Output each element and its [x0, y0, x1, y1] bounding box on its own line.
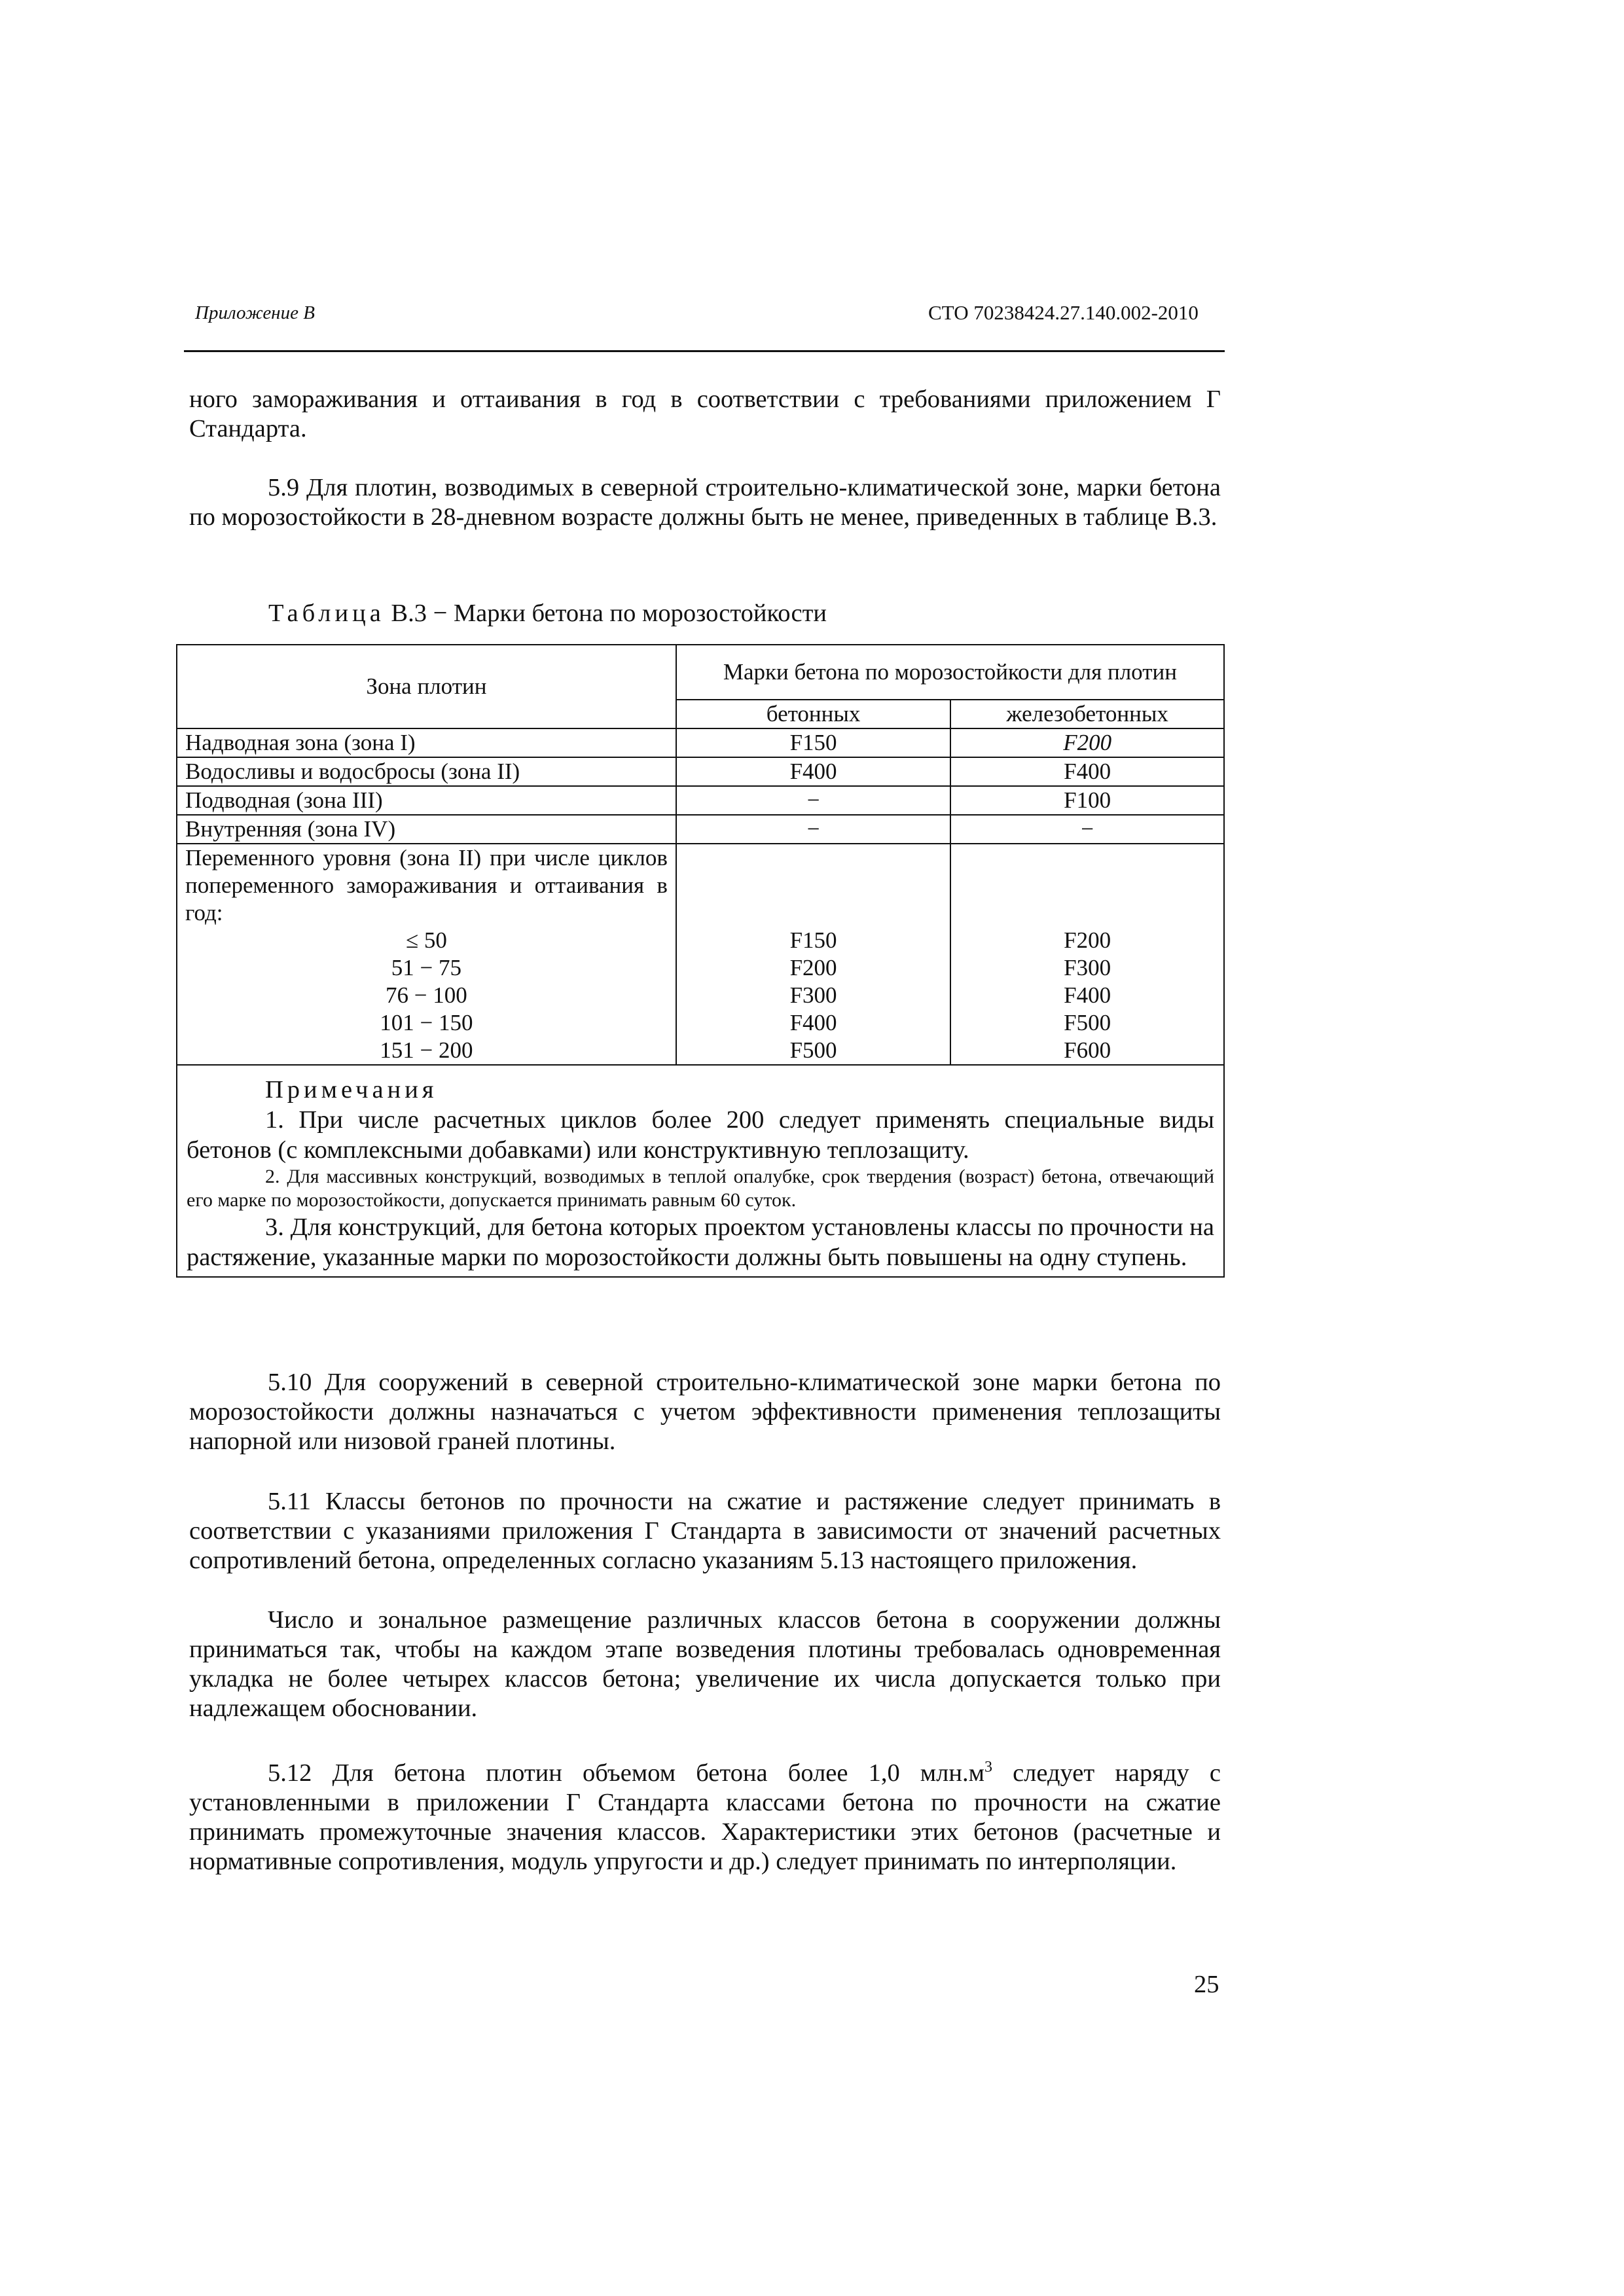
cycles-range: 76 − 100: [386, 982, 467, 1008]
cycles-range: 151 − 200: [380, 1037, 473, 1063]
cycles-range: ≤ 50: [405, 927, 447, 953]
variable-zone-cell: [177, 844, 676, 1065]
variable-concrete-grade: F200: [789, 955, 837, 980]
row-reinforced-grade: F200: [950, 728, 1224, 757]
header-divider: [184, 350, 1225, 352]
frost-resistance-table: [176, 644, 1225, 1278]
variable-reinforced-grade: F400: [1064, 982, 1111, 1008]
row-zone-label: Подводная (зона III): [177, 786, 676, 815]
row-concrete-grade: F150: [676, 728, 950, 757]
cycles-range: 101 − 150: [380, 1010, 473, 1035]
row-reinforced-grade: −: [950, 815, 1224, 844]
paragraph-5-9: 5.9 Для плотин, возводимых в северной строительно-климатической зоне, марки бетона по морозостойкости в 28-дневном возрасте должны быть не менее, приведенных в таблице В.3.: [189, 474, 1221, 531]
variable-zone-label: Переменного уровня (зона II) при числе циклов попеременного замораживания и оттаивания в год:: [185, 845, 668, 925]
paragraph-5-11: 5.11 Классы бетонов по прочности на сжатие и растяжение следует принимать в соответствии с указаниями приложения Г Стандарта в зависимости от значений расчетных сопротивлений бетона, определенных согласно указаниям 5.13 настоящего приложения.: [189, 1488, 1221, 1574]
cycles-range: 51 − 75: [391, 955, 462, 980]
notes-title: Примечания: [265, 1076, 438, 1103]
cubic-superscript: 3: [984, 1759, 992, 1776]
variable-concrete-grade: F400: [789, 1010, 837, 1035]
row-zone-label: Водосливы и водосбросы (зона II): [177, 757, 676, 786]
paragraph-5-12: [189, 1753, 1221, 1876]
paragraph-5-12-start: 5.12 Для бетона плотин объемом бетона более 1,0 млн.м: [268, 1759, 984, 1787]
header-zone: Зона плотин: [177, 645, 676, 728]
paragraph-5-11-continued: Число и зональное размещение различных классов бетона в сооружении должны приниматься так, чтобы на каждом этапе возведения плотины требовалась одновременная укладка не более четырех классов бетона; увеличение их числа допускается только при надлежащем обосновании.: [189, 1606, 1221, 1722]
header-grades: Марки бетона по морозостойкости для плотин: [676, 645, 1224, 700]
variable-reinforced-grade: F200: [1064, 927, 1111, 953]
row-concrete-grade: −: [676, 786, 950, 815]
row-concrete-grade: F400: [676, 757, 950, 786]
variable-reinforced-grade: F300: [1064, 955, 1111, 980]
paragraph-5-10: 5.10 Для сооружений в северной строительно-климатической зоне марки бетона по морозостойкости должны назначаться с учетом эффективности применения теплозащиты напорной или низовой граней плотины.: [189, 1369, 1221, 1455]
table-caption-label: Таблица: [268, 600, 385, 627]
variable-concrete-grade: F150: [789, 927, 837, 953]
variable-reinforced-grade: F500: [1064, 1010, 1111, 1035]
header-concrete: бетонных: [676, 700, 950, 728]
variable-concrete-grade: F300: [789, 982, 837, 1008]
row-reinforced-grade: F100: [950, 786, 1224, 815]
row-zone-label: Надводная зона (зона I): [177, 728, 676, 757]
variable-concrete-cell: [676, 844, 950, 1065]
header-reinforced: железобетонных: [950, 700, 1224, 728]
note-2: 2. Для массивных конструкций, возводимых в теплой опалубке, срок твердения (возраст) бетона, отвечающий его марке по морозостойкости, допускается принимать равным 60 суток.: [187, 1166, 1214, 1211]
row-concrete-grade: −: [676, 815, 950, 844]
variable-reinforced-cell: [950, 844, 1224, 1065]
row-zone-label: Внутренняя (зона IV): [177, 815, 676, 844]
paragraph-continuation: ного замораживания и оттаивания в год в соответствии с требованиями приложением Г Стандарта.: [189, 386, 1221, 442]
variable-concrete-grade: F500: [789, 1037, 837, 1063]
note-3: 3. Для конструкций, для бетона которых проектом установлены классы по прочности на растяжение, указанные марки по морозостойкости должны быть повышены на одну ступень.: [187, 1213, 1214, 1271]
header-document-code: СТО 70238424.27.140.002-2010: [928, 301, 1199, 324]
table-caption: [268, 599, 827, 628]
paragraph-5-12-rest: следует наряду с установленными в приложении Г Стандарта классами бетона по прочности на сжатие принимать промежуточные значения классов. Характеристики этих бетонов (расчетные и нормативные сопротивления, модуль упругости и др.) следует принимать по интерполяции.: [189, 1759, 1221, 1875]
table-notes: [177, 1065, 1224, 1277]
page-number: 25: [1194, 1971, 1219, 1998]
variable-reinforced-grade: F600: [1064, 1037, 1111, 1063]
header-section-label: Приложение В: [195, 302, 315, 323]
table-caption-text: В.3 − Марки бетона по морозостойкости: [384, 600, 827, 627]
note-1: 1. При числе расчетных циклов более 200 следует применять специальные виды бетонов (с комплексными добавками) или конструктивную теплозащиту.: [187, 1106, 1214, 1164]
row-reinforced-grade: F400: [950, 757, 1224, 786]
